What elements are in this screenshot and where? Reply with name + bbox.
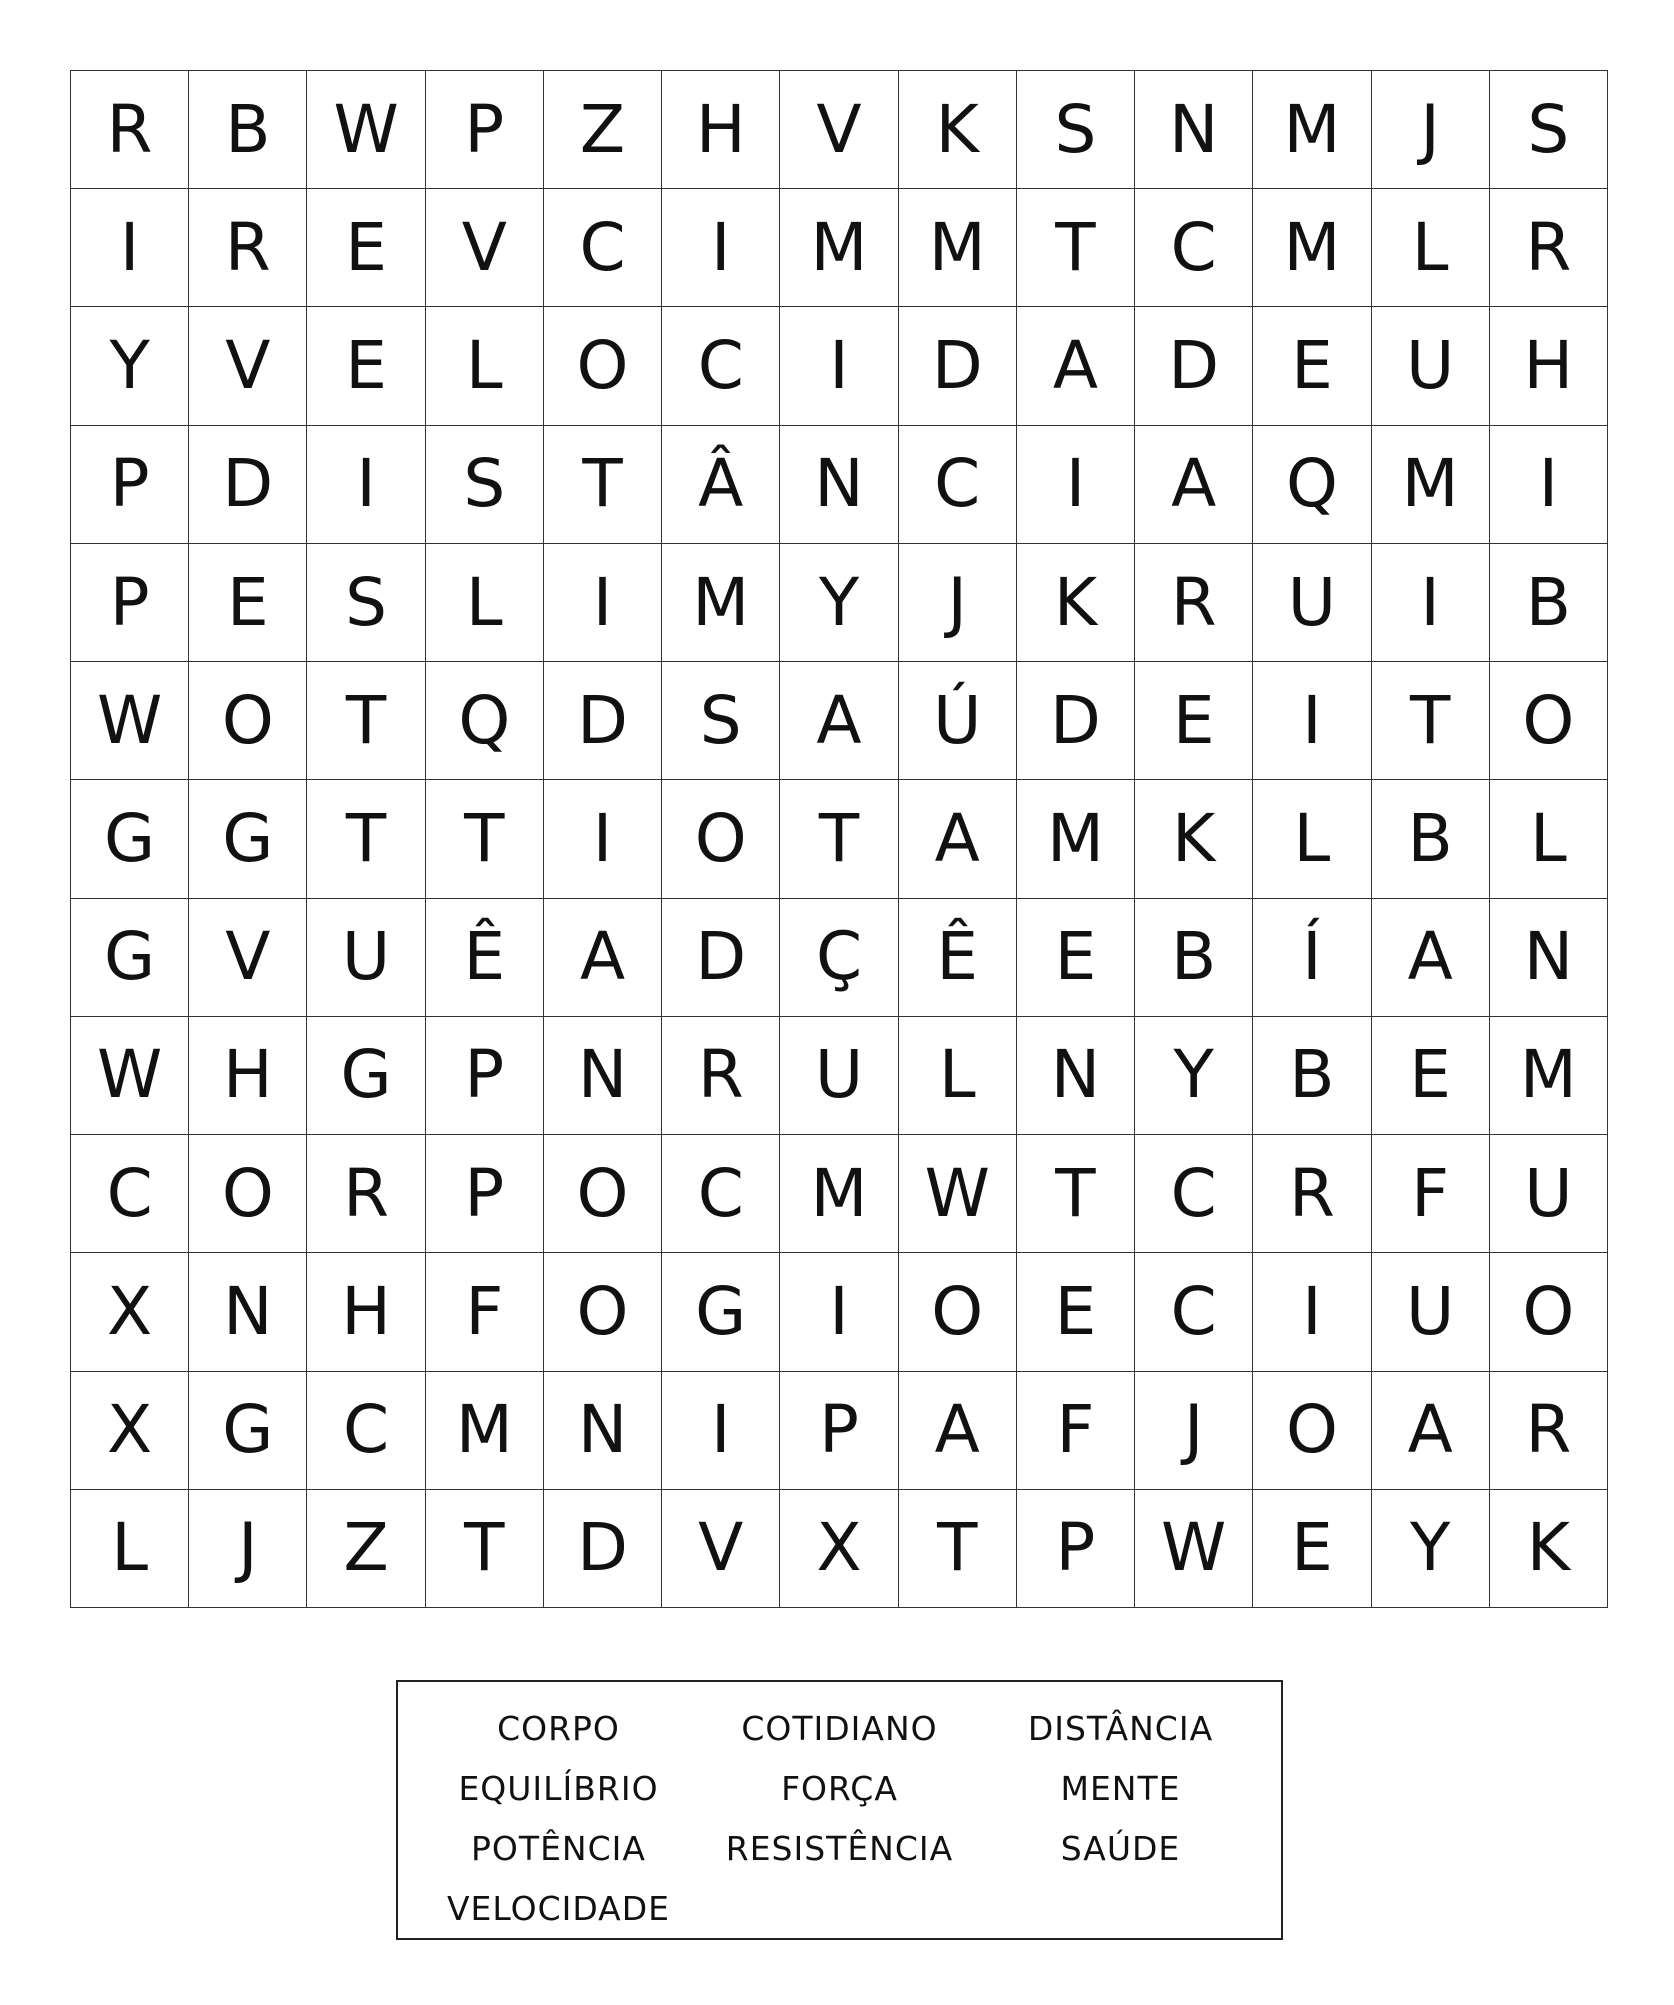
word-list-item: COTIDIANO (741, 1708, 938, 1748)
grid-cell[interactable]: D (1135, 307, 1253, 425)
grid-cell[interactable]: T (1017, 1135, 1135, 1253)
grid-cell[interactable]: P (71, 544, 189, 662)
grid-cell[interactable]: D (899, 307, 1017, 425)
grid-cell[interactable]: W (307, 71, 425, 189)
grid-cell[interactable]: O (1490, 662, 1608, 780)
word-list-item: MENTE (1060, 1768, 1181, 1808)
word-search-grid (70, 70, 1608, 1608)
grid-cell[interactable]: M (1253, 189, 1371, 307)
grid-cell[interactable]: M (1017, 780, 1135, 898)
grid-cell[interactable]: I (1490, 426, 1608, 544)
grid-cell[interactable]: K (1490, 1490, 1608, 1608)
grid-cell[interactable]: L (426, 307, 544, 425)
grid-cell[interactable]: T (899, 1490, 1017, 1608)
grid-cell[interactable]: A (544, 899, 662, 1017)
grid-cell[interactable]: J (1135, 1372, 1253, 1490)
grid-cell[interactable]: I (1372, 544, 1490, 662)
grid-cell[interactable]: K (1017, 544, 1135, 662)
grid-cell[interactable]: T (307, 780, 425, 898)
grid-cell[interactable]: N (1490, 899, 1608, 1017)
grid-cell[interactable]: M (899, 189, 1017, 307)
grid-cell[interactable]: J (899, 544, 1017, 662)
grid-cell[interactable]: O (899, 1253, 1017, 1371)
grid-cell[interactable]: R (1135, 544, 1253, 662)
grid-cell[interactable]: M (1372, 426, 1490, 544)
grid-cell[interactable]: I (1253, 1253, 1371, 1371)
grid-cell[interactable]: X (71, 1253, 189, 1371)
grid-cell[interactable]: W (1135, 1490, 1253, 1608)
grid-cell[interactable]: C (71, 1135, 189, 1253)
grid-cell[interactable]: C (1135, 189, 1253, 307)
word-list-item: CORPO (497, 1708, 620, 1748)
grid-cell[interactable]: P (71, 426, 189, 544)
grid-cell[interactable]: X (71, 1372, 189, 1490)
grid-cell[interactable]: P (426, 1017, 544, 1135)
grid-cell[interactable]: T (1017, 189, 1135, 307)
grid-cell[interactable]: O (189, 1135, 307, 1253)
grid-cell[interactable]: D (1017, 662, 1135, 780)
grid-cell[interactable]: T (426, 1490, 544, 1608)
grid-cell[interactable]: G (189, 780, 307, 898)
grid-cell[interactable]: S (1490, 71, 1608, 189)
grid-cell[interactable]: U (1490, 1135, 1608, 1253)
grid-cell[interactable]: V (189, 899, 307, 1017)
grid-cell[interactable]: N (544, 1017, 662, 1135)
grid-cell[interactable]: K (1135, 780, 1253, 898)
grid-cell[interactable]: D (544, 1490, 662, 1608)
grid-cell[interactable]: P (1017, 1490, 1135, 1608)
grid-cell[interactable]: P (426, 71, 544, 189)
grid-cell[interactable]: O (662, 780, 780, 898)
grid-cell[interactable]: M (780, 189, 898, 307)
grid-cell[interactable]: I (544, 780, 662, 898)
grid-cell[interactable]: M (662, 544, 780, 662)
grid-cell[interactable]: E (189, 544, 307, 662)
grid-cell[interactable]: Ç (780, 899, 898, 1017)
grid-cell[interactable]: I (307, 426, 425, 544)
grid-cell[interactable]: V (662, 1490, 780, 1608)
grid-cell[interactable]: Y (780, 544, 898, 662)
grid-cell[interactable]: N (780, 426, 898, 544)
grid-cell[interactable]: R (1253, 1135, 1371, 1253)
grid-cell[interactable]: T (780, 780, 898, 898)
grid-cell[interactable]: S (426, 426, 544, 544)
grid-cell[interactable]: N (1017, 1017, 1135, 1135)
grid-cell[interactable]: G (662, 1253, 780, 1371)
grid-cell[interactable]: J (1372, 71, 1490, 189)
grid-cell[interactable]: H (1490, 307, 1608, 425)
grid-cell[interactable]: N (189, 1253, 307, 1371)
grid-cell[interactable]: E (1135, 662, 1253, 780)
grid-cell[interactable]: S (1017, 71, 1135, 189)
grid-cell[interactable]: T (1372, 662, 1490, 780)
grid-cell[interactable]: I (1253, 662, 1371, 780)
grid-cell[interactable]: G (307, 1017, 425, 1135)
grid-cell[interactable]: G (71, 899, 189, 1017)
grid-cell[interactable]: Ê (899, 899, 1017, 1017)
grid-cell[interactable]: A (899, 1372, 1017, 1490)
grid-cell[interactable]: O (1490, 1253, 1608, 1371)
grid-cell[interactable]: Y (1135, 1017, 1253, 1135)
grid-cell[interactable]: B (1253, 1017, 1371, 1135)
grid-cell[interactable]: E (307, 307, 425, 425)
grid-cell[interactable]: B (1135, 899, 1253, 1017)
grid-cell[interactable]: R (189, 189, 307, 307)
grid-cell[interactable]: Ê (426, 899, 544, 1017)
grid-cell[interactable]: C (1135, 1135, 1253, 1253)
grid-cell[interactable]: S (307, 544, 425, 662)
grid-cell[interactable]: O (1253, 1372, 1371, 1490)
grid-cell[interactable]: J (189, 1490, 307, 1608)
grid-cell[interactable]: M (426, 1372, 544, 1490)
grid-cell[interactable]: L (71, 1490, 189, 1608)
grid-cell[interactable]: N (544, 1372, 662, 1490)
grid-cell[interactable]: U (1372, 1253, 1490, 1371)
grid-cell[interactable]: A (1135, 426, 1253, 544)
grid-cell[interactable]: W (71, 1017, 189, 1135)
grid-cell[interactable]: E (1017, 1253, 1135, 1371)
grid-cell[interactable]: E (1253, 1490, 1371, 1608)
grid-cell[interactable]: C (1135, 1253, 1253, 1371)
grid-cell[interactable]: B (1490, 544, 1608, 662)
grid-cell[interactable]: M (1490, 1017, 1608, 1135)
grid-cell[interactable]: U (780, 1017, 898, 1135)
grid-cell[interactable]: S (662, 662, 780, 780)
grid-cell[interactable]: A (1372, 1372, 1490, 1490)
grid-cell[interactable]: Q (426, 662, 544, 780)
word-list (396, 1680, 1283, 1940)
grid-cell[interactable]: W (71, 662, 189, 780)
grid-cell[interactable]: D (189, 426, 307, 544)
grid-cell[interactable]: C (899, 426, 1017, 544)
grid-cell[interactable]: T (544, 426, 662, 544)
grid-cell[interactable]: Z (307, 1490, 425, 1608)
grid-cell[interactable]: H (307, 1253, 425, 1371)
grid-cell[interactable]: D (544, 662, 662, 780)
word-list-item: DISTÂNCIA (1027, 1708, 1214, 1748)
grid-cell[interactable]: R (307, 1135, 425, 1253)
grid-cell[interactable]: P (780, 1372, 898, 1490)
grid-cell[interactable]: A (1372, 899, 1490, 1017)
grid-cell[interactable]: H (189, 1017, 307, 1135)
grid-cell[interactable]: E (307, 189, 425, 307)
grid-cell[interactable]: I (662, 189, 780, 307)
grid-cell[interactable]: R (71, 71, 189, 189)
grid-cell[interactable]: Z (544, 71, 662, 189)
grid-cell[interactable]: G (71, 780, 189, 898)
grid-cell[interactable]: U (1372, 307, 1490, 425)
grid-cell[interactable]: I (71, 189, 189, 307)
grid-cell[interactable]: C (307, 1372, 425, 1490)
word-list-item: POTÊNCIA (471, 1828, 646, 1868)
grid-cell[interactable]: O (189, 662, 307, 780)
grid-cell[interactable]: I (1017, 426, 1135, 544)
grid-cell[interactable]: Y (1372, 1490, 1490, 1608)
word-list-item: SAÚDE (1060, 1828, 1181, 1868)
grid-cell[interactable]: V (426, 189, 544, 307)
grid-cell[interactable]: L (426, 544, 544, 662)
grid-cell[interactable]: B (1372, 780, 1490, 898)
grid-cell[interactable]: R (1490, 189, 1608, 307)
grid-cell[interactable]: C (662, 307, 780, 425)
grid-cell[interactable]: E (1253, 307, 1371, 425)
grid-cell[interactable]: B (189, 71, 307, 189)
word-list-item: RESISTÊNCIA (725, 1828, 954, 1868)
word-list-item: FORÇA (781, 1768, 898, 1808)
grid-cell[interactable]: P (426, 1135, 544, 1253)
grid-cell[interactable]: H (662, 71, 780, 189)
grid-cell[interactable]: M (1253, 71, 1371, 189)
grid-cell[interactable]: K (899, 71, 1017, 189)
grid-cell[interactable]: I (544, 544, 662, 662)
grid-cell[interactable]: O (544, 1253, 662, 1371)
grid-cell[interactable]: T (426, 780, 544, 898)
grid-cell[interactable]: L (1490, 780, 1608, 898)
grid-cell[interactable]: A (1017, 307, 1135, 425)
grid-cell[interactable]: I (780, 1253, 898, 1371)
grid-cell[interactable]: G (189, 1372, 307, 1490)
grid-cell[interactable]: U (1253, 544, 1371, 662)
grid-cell[interactable]: L (1253, 780, 1371, 898)
grid-cell[interactable]: M (780, 1135, 898, 1253)
grid-cell[interactable]: Q (1253, 426, 1371, 544)
grid-cell[interactable]: D (662, 899, 780, 1017)
grid-cell[interactable]: X (780, 1490, 898, 1608)
grid-cell[interactable]: T (307, 662, 425, 780)
grid-cell[interactable]: R (662, 1017, 780, 1135)
grid-cell[interactable]: F (1017, 1372, 1135, 1490)
grid-cell[interactable]: Â (662, 426, 780, 544)
word-list-item: VELOCIDADE (446, 1888, 671, 1928)
grid-cell[interactable]: E (1372, 1017, 1490, 1135)
grid-cell[interactable]: F (1372, 1135, 1490, 1253)
grid-cell[interactable]: I (662, 1372, 780, 1490)
grid-cell[interactable]: O (544, 1135, 662, 1253)
grid-cell[interactable]: R (1490, 1372, 1608, 1490)
grid-cell[interactable]: F (426, 1253, 544, 1371)
grid-cell[interactable]: Y (71, 307, 189, 425)
grid-cell[interactable]: U (307, 899, 425, 1017)
grid-cell[interactable]: V (780, 71, 898, 189)
grid-cell[interactable]: C (544, 189, 662, 307)
grid-cell[interactable]: L (899, 1017, 1017, 1135)
grid-cell[interactable]: L (1372, 189, 1490, 307)
grid-cell[interactable]: V (189, 307, 307, 425)
grid-cell[interactable]: O (544, 307, 662, 425)
word-list-item: EQUILÍBRIO (458, 1768, 659, 1808)
grid-cell[interactable]: Í (1253, 899, 1371, 1017)
grid-cell[interactable]: A (899, 780, 1017, 898)
grid-cell[interactable]: A (780, 662, 898, 780)
grid-cell[interactable]: I (780, 307, 898, 425)
grid-cell[interactable]: W (899, 1135, 1017, 1253)
grid-cell[interactable]: N (1135, 71, 1253, 189)
grid-cell[interactable]: E (1017, 899, 1135, 1017)
grid-cell[interactable]: Ú (899, 662, 1017, 780)
grid-cell[interactable]: C (662, 1135, 780, 1253)
